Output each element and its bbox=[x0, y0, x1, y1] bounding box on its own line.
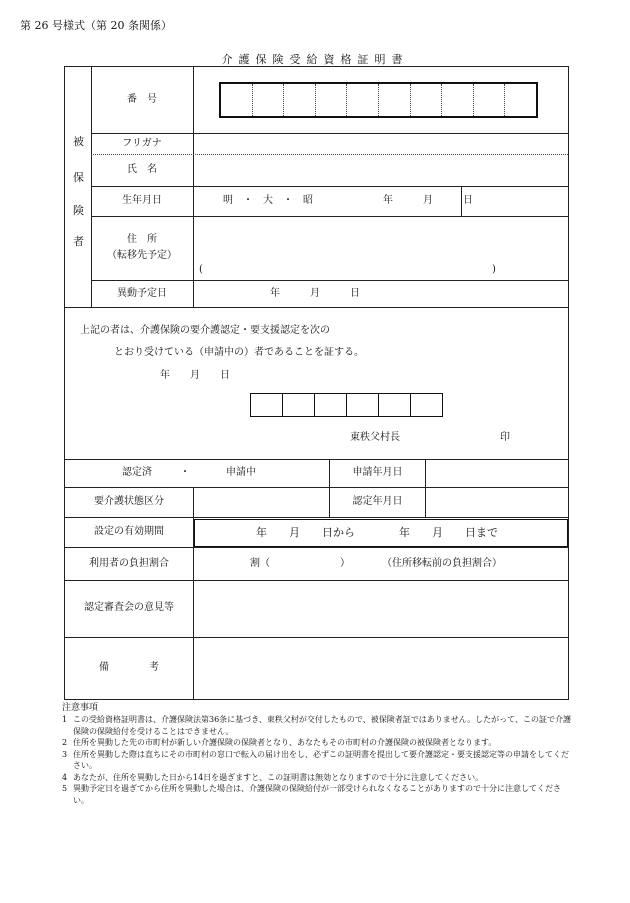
certification-line-2: とおり受けている（申請中の）者であることを証する。 bbox=[114, 347, 364, 358]
burden-label: 利用者の負担割合 bbox=[89, 558, 169, 569]
application-date-label: 申請年月日 bbox=[352, 467, 403, 478]
note-text: 住所を異動した先の市町村が新しい介護保険の保険者となり、あなたもその市町村の介護保険の被保険者となります。 bbox=[73, 738, 497, 747]
validity-label: 設定の有効期間 bbox=[94, 526, 164, 537]
section-label-sha: 者 bbox=[73, 235, 84, 248]
name-label: 氏 名 bbox=[127, 164, 157, 175]
note-number: 3 bbox=[62, 749, 68, 759]
note-item bbox=[62, 783, 572, 806]
burden-note: （住所移転前の負担割合） bbox=[382, 558, 502, 569]
note-item bbox=[62, 714, 572, 737]
note-number: 4 bbox=[62, 772, 68, 782]
notes-heading: 注意事項 bbox=[62, 703, 99, 713]
section-label-ken: 険 bbox=[73, 204, 84, 217]
note-text: 住所を異動した際は直ちにその市町村の窓口で転入の届け出をし、必ずこの証明書を提出して要介護認定・要支援認定等の申請をしてください。 bbox=[73, 749, 569, 770]
note-item bbox=[62, 737, 572, 749]
validity-value: 年 月 日から 年 月 日まで bbox=[256, 526, 498, 539]
status-separator: ・ bbox=[180, 467, 190, 478]
seal-mark: 印 bbox=[500, 432, 510, 443]
note-number: 2 bbox=[62, 738, 68, 747]
notes bbox=[62, 702, 572, 806]
document-title: 介護保険受給資格証明書 bbox=[221, 53, 409, 66]
committee-label: 認定審査会の意見等 bbox=[84, 602, 174, 613]
address-label: 住 所 bbox=[127, 234, 157, 245]
section-label-hi: 被 bbox=[73, 135, 84, 148]
status-certified: 認定済 bbox=[122, 467, 152, 478]
note-number: 5 bbox=[62, 784, 68, 793]
move-date-label: 異動予定日 bbox=[117, 288, 167, 299]
remarks-label: 備 考 bbox=[99, 662, 159, 673]
section-label-ho: 保 bbox=[73, 171, 84, 184]
note-text: この受給資格証明書は、介護保険法第36条に基づき、東秩父村が交付したもので、被保険者証ではありません。したがって、この証で介護保険の保険給付を受けることはできません。 bbox=[73, 715, 572, 736]
furigana-label: フリガナ bbox=[122, 138, 162, 149]
note-item bbox=[62, 749, 572, 772]
address-sublabel: （転移先予定） bbox=[107, 250, 177, 261]
note-item bbox=[62, 772, 572, 784]
number-label: 番 号 bbox=[127, 94, 157, 105]
insured-number-boxes[interactable] bbox=[219, 82, 538, 118]
address-paren-close: ) bbox=[492, 264, 496, 275]
move-date-value: 年 月 日 bbox=[270, 288, 360, 299]
mayor-title: 東秩父村長 bbox=[350, 432, 400, 443]
form-number: 第 26 号様式（第 20 条関係） bbox=[20, 19, 172, 32]
note-text: 異動予定日を過ぎてから住所を異動した場合は、介護保険の保険給付が一部受けられなくなることがありますので十分に注意してください。 bbox=[73, 784, 561, 805]
burden-value: 割（ ） bbox=[250, 558, 350, 569]
certification-date: 年 月 日 bbox=[160, 370, 230, 381]
care-level-label: 要介護状態区分 bbox=[94, 496, 164, 507]
note-number: 1 bbox=[62, 715, 68, 724]
certification-date-label: 認定年月日 bbox=[352, 496, 403, 507]
address-paren-open: ( bbox=[199, 264, 203, 275]
status-pending: 申請中 bbox=[226, 467, 256, 478]
dob-value: 明 ・ 大 ・ 昭 年 月 日 bbox=[223, 195, 473, 206]
certification-line-1: 上記の者は、介護保険の要介護認定・要支援認定を次の bbox=[80, 325, 330, 336]
dob-label: 生年月日 bbox=[122, 195, 162, 206]
seal-boxes bbox=[251, 393, 443, 417]
note-text: あなたが、住所を異動した日から14日を過ぎますと、この証明書は無効となりますので十分に注意してください。 bbox=[73, 772, 484, 782]
